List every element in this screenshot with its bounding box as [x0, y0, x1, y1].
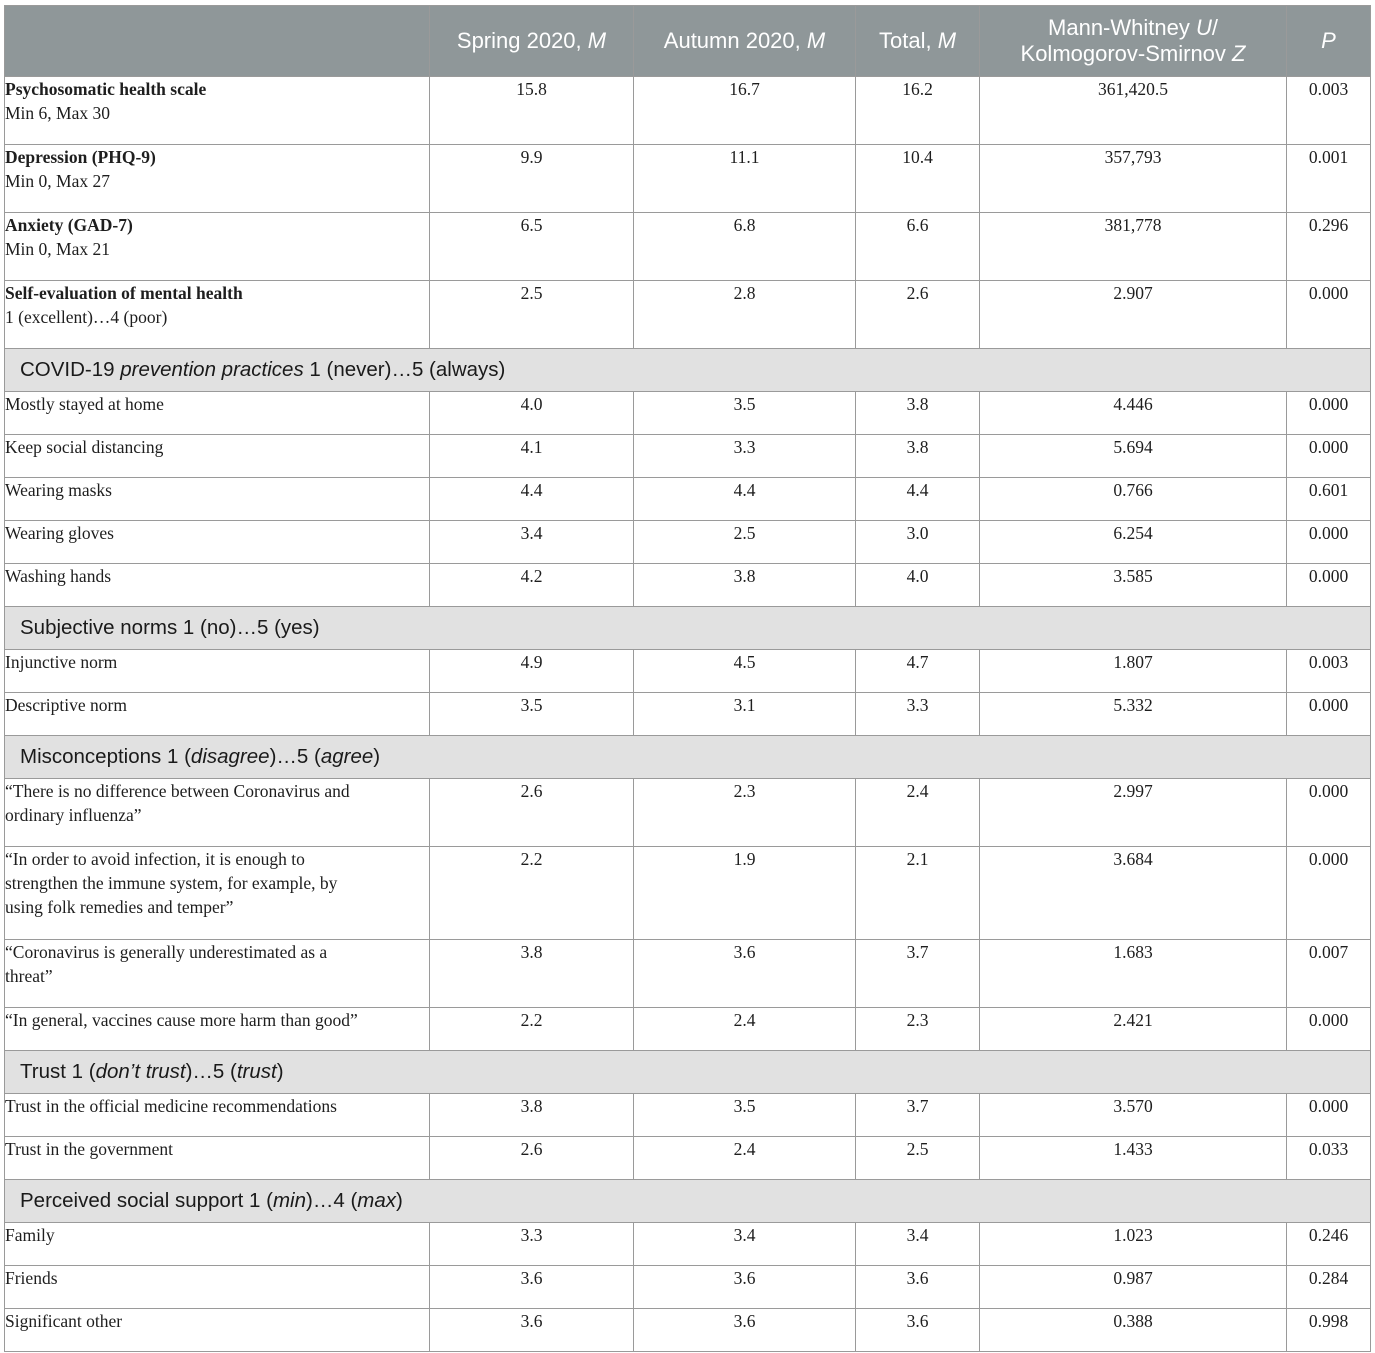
cell-spring: 2.5 [430, 281, 634, 349]
table-row [5, 1223, 1371, 1266]
table-row [5, 1008, 1371, 1051]
cell-total: 3.7 [856, 940, 980, 1008]
section-prevention-practices [5, 349, 1371, 392]
cell-autumn: 3.1 [634, 693, 856, 736]
table-row [5, 1137, 1371, 1180]
cell-total: 3.4 [856, 1223, 980, 1266]
cell-test: 1.807 [980, 650, 1287, 693]
cell-total: 3.6 [856, 1309, 980, 1352]
cell-spring: 15.8 [430, 77, 634, 145]
cell-autumn: 4.4 [634, 478, 856, 521]
cell-spring: 3.8 [430, 1094, 634, 1137]
cell-spring: 4.1 [430, 435, 634, 478]
cell-test: 4.446 [980, 392, 1287, 435]
cell-total: 3.8 [856, 435, 980, 478]
cell-p: 0.001 [1287, 145, 1371, 213]
cell-autumn: 3.4 [634, 1223, 856, 1266]
cell-p: 0.284 [1287, 1266, 1371, 1309]
row-label: Trust in the official medicine recommendations [5, 1094, 430, 1137]
cell-spring: 3.5 [430, 693, 634, 736]
cell-autumn: 2.4 [634, 1137, 856, 1180]
section-heading: Perceived social support 1 (min)…4 (max) [5, 1180, 1371, 1223]
cell-test: 2.907 [980, 281, 1287, 349]
cell-test: 5.694 [980, 435, 1287, 478]
cell-autumn: 2.4 [634, 1008, 856, 1051]
cell-spring: 3.3 [430, 1223, 634, 1266]
table-row [5, 940, 1371, 1008]
section-heading: Subjective norms 1 (no)…5 (yes) [5, 607, 1371, 650]
cell-spring: 4.4 [430, 478, 634, 521]
table-row [5, 213, 1371, 281]
cell-spring: 2.2 [430, 1008, 634, 1051]
cell-spring: 3.8 [430, 940, 634, 1008]
cell-p: 0.246 [1287, 1223, 1371, 1266]
cell-spring: 3.6 [430, 1266, 634, 1309]
cell-test: 1.683 [980, 940, 1287, 1008]
cell-total: 2.4 [856, 779, 980, 847]
header-spring: Spring 2020, M [430, 6, 634, 77]
cell-total: 3.0 [856, 521, 980, 564]
section-heading: COVID-19 prevention practices 1 (never)…5 (always) [5, 349, 1371, 392]
cell-p: 0.296 [1287, 213, 1371, 281]
row-label: “In general, vaccines cause more harm than good” [5, 1008, 430, 1051]
cell-p: 0.000 [1287, 281, 1371, 349]
table-row [5, 435, 1371, 478]
cell-autumn: 3.5 [634, 1094, 856, 1137]
cell-total: 4.7 [856, 650, 980, 693]
cell-autumn: 3.3 [634, 435, 856, 478]
header-total: Total, M [856, 6, 980, 77]
table-row [5, 564, 1371, 607]
section-trust [5, 1051, 1371, 1094]
cell-p: 0.003 [1287, 77, 1371, 145]
cell-test: 361,420.5 [980, 77, 1287, 145]
row-label: Significant other [5, 1309, 430, 1352]
row-label: Anxiety (GAD-7) Min 0, Max 21 [5, 213, 430, 281]
row-label: Friends [5, 1266, 430, 1309]
table-row [5, 521, 1371, 564]
cell-p: 0.000 [1287, 521, 1371, 564]
cell-autumn: 3.5 [634, 392, 856, 435]
cell-spring: 4.2 [430, 564, 634, 607]
cell-autumn: 2.3 [634, 779, 856, 847]
cell-p: 0.000 [1287, 564, 1371, 607]
cell-test: 1.023 [980, 1223, 1287, 1266]
cell-total: 2.5 [856, 1137, 980, 1180]
cell-p: 0.000 [1287, 779, 1371, 847]
cell-test: 0.766 [980, 478, 1287, 521]
cell-p: 0.033 [1287, 1137, 1371, 1180]
cell-total: 2.1 [856, 847, 980, 940]
row-label: “Coronavirus is generally underestimated as a threat” [5, 940, 430, 1008]
row-label: “In order to avoid infection, it is enough to strengthen the immune system, for example, by using folk remedies and temper” [5, 847, 430, 940]
row-label: Trust in the government [5, 1137, 430, 1180]
section-misconceptions [5, 736, 1371, 779]
table-row [5, 392, 1371, 435]
row-label: Mostly stayed at home [5, 392, 430, 435]
cell-spring: 4.0 [430, 392, 634, 435]
cell-autumn: 2.8 [634, 281, 856, 349]
cell-p: 0.000 [1287, 392, 1371, 435]
cell-total: 4.4 [856, 478, 980, 521]
table-row [5, 478, 1371, 521]
cell-spring: 3.6 [430, 1309, 634, 1352]
cell-test: 357,793 [980, 145, 1287, 213]
cell-autumn: 3.6 [634, 940, 856, 1008]
cell-spring: 6.5 [430, 213, 634, 281]
row-label: Keep social distancing [5, 435, 430, 478]
header-row [5, 6, 1371, 77]
table-row [5, 145, 1371, 213]
cell-test: 3.684 [980, 847, 1287, 940]
row-label: Psychosomatic health scale Min 6, Max 30 [5, 77, 430, 145]
table-row [5, 779, 1371, 847]
cell-p: 0.601 [1287, 478, 1371, 521]
section-heading: Misconceptions 1 (disagree)…5 (agree) [5, 736, 1371, 779]
table-row [5, 693, 1371, 736]
cell-test: 1.433 [980, 1137, 1287, 1180]
cell-p: 0.007 [1287, 940, 1371, 1008]
row-label: Descriptive norm [5, 693, 430, 736]
cell-total: 10.4 [856, 145, 980, 213]
cell-p: 0.000 [1287, 435, 1371, 478]
section-heading: Trust 1 (don’t trust)…5 (trust) [5, 1051, 1371, 1094]
cell-test: 0.987 [980, 1266, 1287, 1309]
cell-autumn: 3.6 [634, 1309, 856, 1352]
cell-total: 16.2 [856, 77, 980, 145]
cell-total: 4.0 [856, 564, 980, 607]
table-row [5, 1094, 1371, 1137]
cell-total: 3.3 [856, 693, 980, 736]
cell-autumn: 3.8 [634, 564, 856, 607]
section-social-support [5, 1180, 1371, 1223]
cell-spring: 2.2 [430, 847, 634, 940]
row-label: “There is no difference between Coronavirus and ordinary influenza” [5, 779, 430, 847]
section-subjective-norms [5, 607, 1371, 650]
row-label: Wearing gloves [5, 521, 430, 564]
cell-total: 3.8 [856, 392, 980, 435]
cell-autumn: 3.6 [634, 1266, 856, 1309]
row-label: Family [5, 1223, 430, 1266]
cell-spring: 2.6 [430, 779, 634, 847]
cell-autumn: 2.5 [634, 521, 856, 564]
header-p: P [1287, 6, 1371, 77]
table-row [5, 1309, 1371, 1352]
header-test-statistic: Mann-Whitney U/ Kolmogorov-Smirnov Z [980, 6, 1287, 77]
row-label: Depression (PHQ-9) Min 0, Max 27 [5, 145, 430, 213]
row-label: Wearing masks [5, 478, 430, 521]
cell-p: 0.003 [1287, 650, 1371, 693]
cell-total: 6.6 [856, 213, 980, 281]
cell-test: 2.421 [980, 1008, 1287, 1051]
cell-total: 2.3 [856, 1008, 980, 1051]
cell-autumn: 1.9 [634, 847, 856, 940]
cell-test: 5.332 [980, 693, 1287, 736]
cell-autumn: 6.8 [634, 213, 856, 281]
row-label: Self-evaluation of mental health 1 (excellent)…4 (poor) [5, 281, 430, 349]
cell-autumn: 16.7 [634, 77, 856, 145]
cell-total: 3.6 [856, 1266, 980, 1309]
cell-total: 2.6 [856, 281, 980, 349]
cell-test: 6.254 [980, 521, 1287, 564]
cell-p: 0.000 [1287, 693, 1371, 736]
header-empty [5, 6, 430, 77]
cell-test: 3.585 [980, 564, 1287, 607]
row-label: Washing hands [5, 564, 430, 607]
results-table [4, 5, 1371, 1352]
cell-test: 381,778 [980, 213, 1287, 281]
cell-test: 0.388 [980, 1309, 1287, 1352]
table-row [5, 77, 1371, 145]
table-row [5, 281, 1371, 349]
cell-spring: 4.9 [430, 650, 634, 693]
cell-p: 0.000 [1287, 847, 1371, 940]
cell-autumn: 11.1 [634, 145, 856, 213]
row-label: Injunctive norm [5, 650, 430, 693]
header-autumn: Autumn 2020, M [634, 6, 856, 77]
cell-p: 0.000 [1287, 1008, 1371, 1051]
table-row [5, 650, 1371, 693]
cell-spring: 2.6 [430, 1137, 634, 1180]
cell-autumn: 4.5 [634, 650, 856, 693]
cell-test: 2.997 [980, 779, 1287, 847]
cell-p: 0.000 [1287, 1094, 1371, 1137]
cell-spring: 9.9 [430, 145, 634, 213]
table-row [5, 847, 1371, 940]
cell-spring: 3.4 [430, 521, 634, 564]
cell-total: 3.7 [856, 1094, 980, 1137]
cell-test: 3.570 [980, 1094, 1287, 1137]
table-row [5, 1266, 1371, 1309]
cell-p: 0.998 [1287, 1309, 1371, 1352]
